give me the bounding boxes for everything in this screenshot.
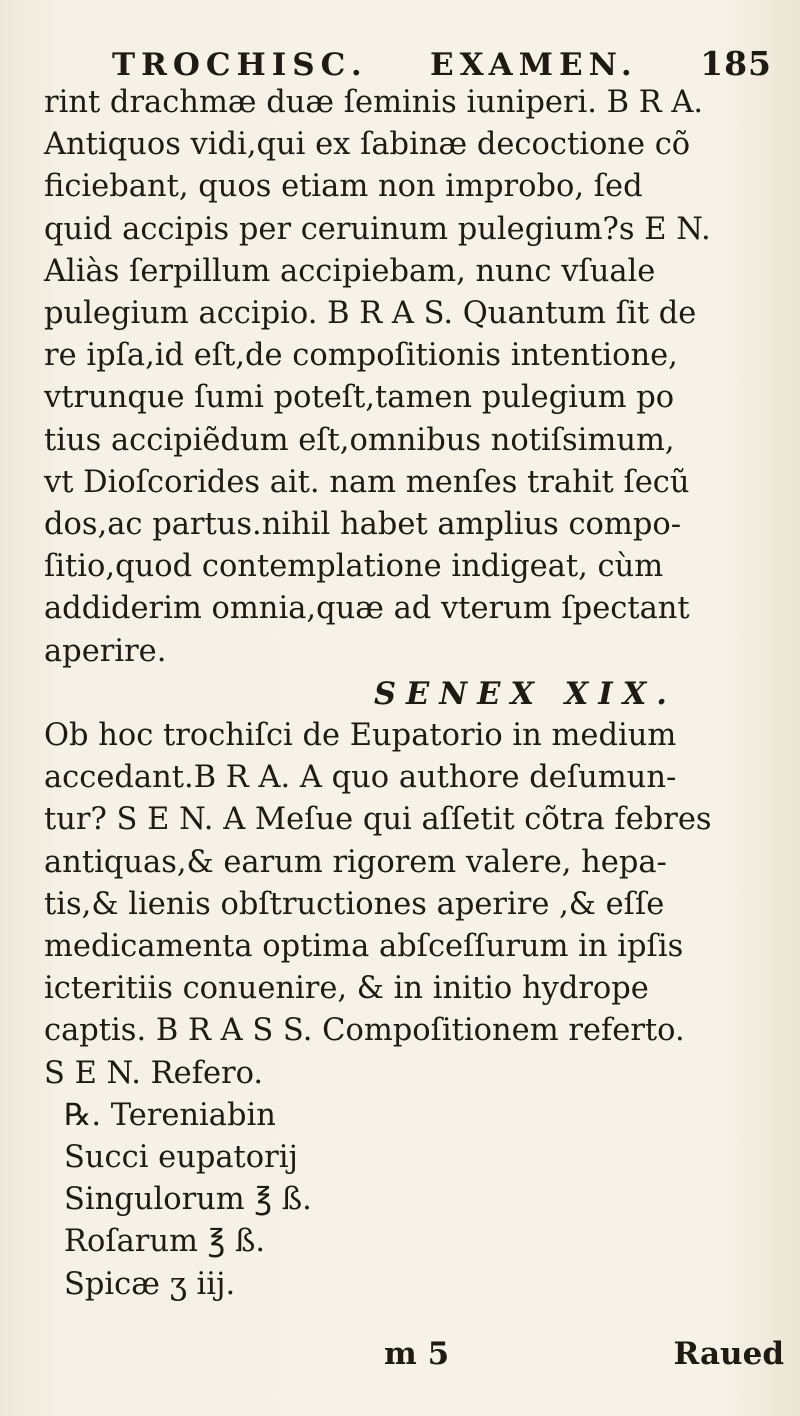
text-line: vtrunque ſumi poteſt,tamen pulegium po	[44, 380, 675, 416]
header-center: EXAMEN.	[430, 47, 638, 83]
text-line: aperire.	[44, 633, 167, 669]
text-line: Aliàs ſerpillum accipiebam, nunc vſuale	[44, 253, 656, 289]
text-line: re ipſa,id eſt,de compoſitionis intentione,	[44, 338, 678, 374]
page-footer	[384, 1336, 784, 1372]
text-line: vt Dioſcorides ait. nam menſes trahit ſecũ	[44, 464, 690, 500]
text-line: addiderim omnia,quæ ad vterum ſpectant	[44, 591, 690, 627]
signature-mark: m 5	[384, 1336, 450, 1372]
text-line: tur? S E N. A Meſue qui aſſetit cõtra febres	[44, 802, 712, 838]
text-line: medicamenta optima abſceſſurum in ipſis	[44, 929, 684, 965]
running-header	[112, 44, 772, 83]
text-line: antiquas,& earum rigorem valere, hepa-	[44, 844, 667, 880]
text-line: accedant.B R A. A quo authore deſumun-	[44, 760, 677, 796]
text-line: tius accipiẽdum eſt,omnibus notiſsimum,	[44, 422, 675, 458]
recipe-line: Singulorum ℥ ß.	[64, 1182, 312, 1218]
text-line: Ob hoc trochiſci de Eupatorio in medium	[44, 718, 677, 754]
section-heading: SENEX XIX.	[374, 675, 677, 712]
recipe-line: ℞. Tereniabin	[64, 1097, 276, 1133]
header-left: TROCHISC.	[112, 47, 368, 83]
recipe-line: Succi eupatorij	[64, 1140, 298, 1176]
text-line: Antiquos vidi,qui ex ſabinæ decoctione cõ	[44, 127, 691, 163]
main-text	[44, 82, 774, 1306]
text-line: ficiebant, quos etiam non improbo, ſed	[44, 169, 643, 205]
text-line: pulegium accipio. B R A S. Quantum ſit de	[44, 296, 697, 332]
page-number: 185	[700, 44, 772, 83]
text-line: rint drachmæ duæ ſeminis iuniperi. B R A.	[44, 85, 704, 120]
text-line: icteritiis conuenire, & in initio hydrope	[44, 971, 649, 1007]
text-line: quid accipis per ceruinum pulegium?s E N.	[44, 211, 711, 247]
text-line: dos,ac partus.nihil habet amplius compo-	[44, 507, 682, 543]
text-line: S E N. Refero.	[44, 1055, 264, 1091]
text-line: tis,& lienis obſtructiones aperire ,& eſſe	[44, 886, 665, 922]
text-line: ſitio,quod contemplatione indigeat, cùm	[44, 549, 664, 585]
recipe-line: Spicæ ʒ iij.	[64, 1266, 236, 1302]
recipe-line: Roſarum ℥ ß.	[64, 1224, 266, 1260]
text-line: captis. B R A S S. Compoſitionem referto.	[44, 1013, 685, 1049]
catchword: Raued	[673, 1336, 784, 1372]
